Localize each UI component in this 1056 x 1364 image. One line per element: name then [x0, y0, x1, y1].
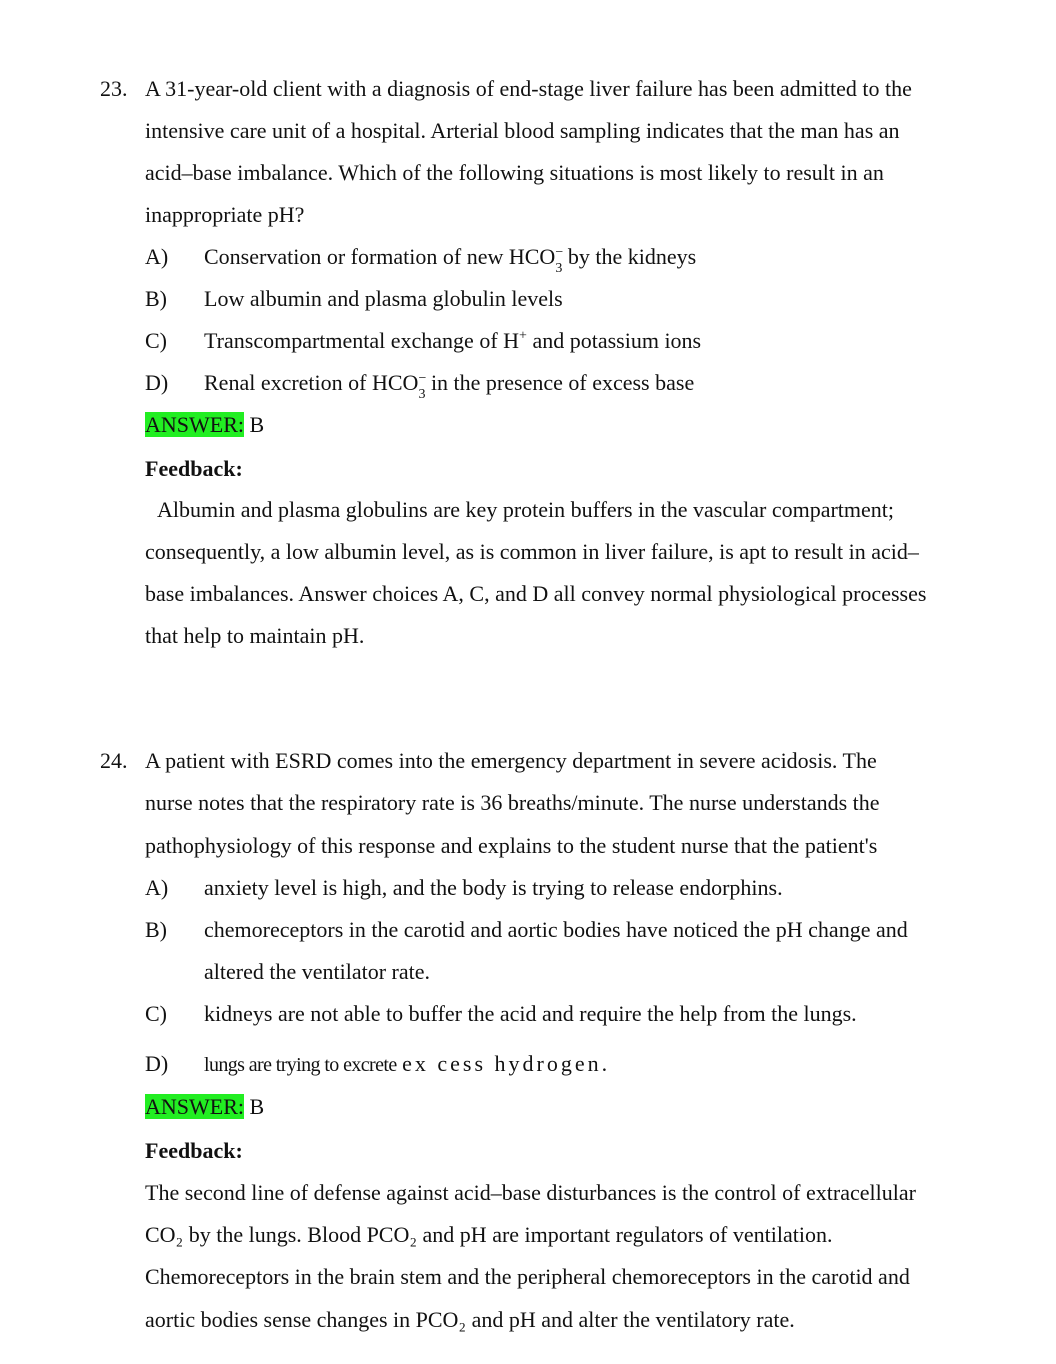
answer-label: ANSWER:: [145, 1094, 244, 1119]
question-stem-line: pathophysiology of this response and explains to the student nurse that the patient's: [145, 833, 878, 858]
option-letter: C): [145, 1001, 167, 1026]
option-text: [204, 1050, 610, 1079]
feedback-line: The second line of defense against acid–base disturbances is the control of extracellular: [145, 1180, 916, 1205]
chem-subscript: [418, 369, 425, 401]
option-text-part: and potassium ions: [526, 328, 702, 353]
question-stem-line: nurse notes that the respiratory rate is 36 breaths/minute. The nurse understands the: [145, 790, 880, 815]
option-letter: B): [145, 917, 167, 942]
option-text-part: by the kidneys: [562, 244, 697, 269]
answer-value: B: [249, 412, 265, 437]
option-letter: C): [145, 328, 167, 353]
answer-value: B: [249, 1094, 265, 1119]
feedback-line: that help to maintain pH.: [145, 623, 365, 648]
option-letter: A): [145, 244, 169, 269]
feedback-label: Feedback:: [145, 456, 243, 481]
subscript-three: 3: [555, 261, 563, 276]
superscript-minus: −: [555, 245, 564, 260]
option-letter: B): [145, 286, 167, 311]
question-stem-line: inappropriate pH?: [145, 202, 305, 227]
option-letter: D): [145, 370, 169, 395]
option-text-part: Renal excretion of HCO: [204, 370, 419, 395]
option-text: anxiety level is high, and the body is trying to release endorphins.: [204, 875, 783, 900]
answer-line: [145, 411, 264, 439]
feedback-line: aortic bodies sense changes in PCO₂ and pH and alter the ventilatory rate.: [145, 1307, 795, 1332]
question-stem-line: acid–base imbalance. Which of the following situations is most likely to result in an: [145, 160, 884, 185]
feedback-line: Albumin and plasma globulins are key protein buffers in the vascular compartment;: [157, 497, 895, 522]
option-letter: D): [145, 1051, 169, 1076]
option-text: Low albumin and plasma globulin levels: [204, 286, 563, 311]
feedback-line: CO₂ by the lungs. Blood PCO₂ and pH are important regulators of ventilation.: [145, 1222, 833, 1247]
option-text-continued: altered the ventilator rate.: [204, 959, 430, 984]
feedback-label: Feedback:: [145, 1138, 243, 1163]
option-text: chemoreceptors in the carotid and aortic bodies have noticed the pH change and: [204, 917, 908, 942]
option-text-part: Conservation or formation of new HCO: [204, 244, 556, 269]
option-text-part: in the presence of excess base: [425, 370, 695, 395]
option-text: [204, 243, 696, 275]
question-stem-line: A patient with ESRD comes into the emergency department in severe acidosis. The: [145, 748, 877, 773]
option-text-part: lungs are trying to excrete: [204, 1054, 397, 1076]
option-text: [204, 327, 701, 355]
question-stem-line: intensive care unit of a hospital. Arterial blood sampling indicates that the man has an: [145, 118, 900, 143]
feedback-line: consequently, a low albumin level, as is common in liver failure, is apt to result in acid–: [145, 539, 919, 564]
question-stem-line: A 31-year-old client with a diagnosis of end-stage liver failure has been admitted to the: [145, 76, 912, 101]
feedback-line: base imbalances. Answer choices A, C, and D all convey normal physiological processes: [145, 581, 927, 606]
chem-subscript: [555, 243, 562, 275]
option-text: kidneys are not able to buffer the acid and require the help from the lungs.: [204, 1001, 857, 1026]
answer-label: ANSWER:: [145, 412, 244, 437]
superscript-plus: +: [519, 328, 527, 344]
option-letter: A): [145, 875, 169, 900]
subscript-three: 3: [418, 387, 426, 402]
question-number: 24.: [100, 748, 128, 773]
answer-line: [145, 1093, 264, 1121]
superscript-minus: −: [418, 371, 427, 386]
option-text: [204, 369, 694, 401]
question-number: 23.: [100, 76, 128, 101]
option-text-part: Transcompartmental exchange of H: [204, 328, 520, 353]
feedback-line: Chemoreceptors in the brain stem and the peripheral chemoreceptors in the carotid and: [145, 1264, 910, 1289]
option-text-part: ex cess hydrogen.: [402, 1051, 611, 1076]
